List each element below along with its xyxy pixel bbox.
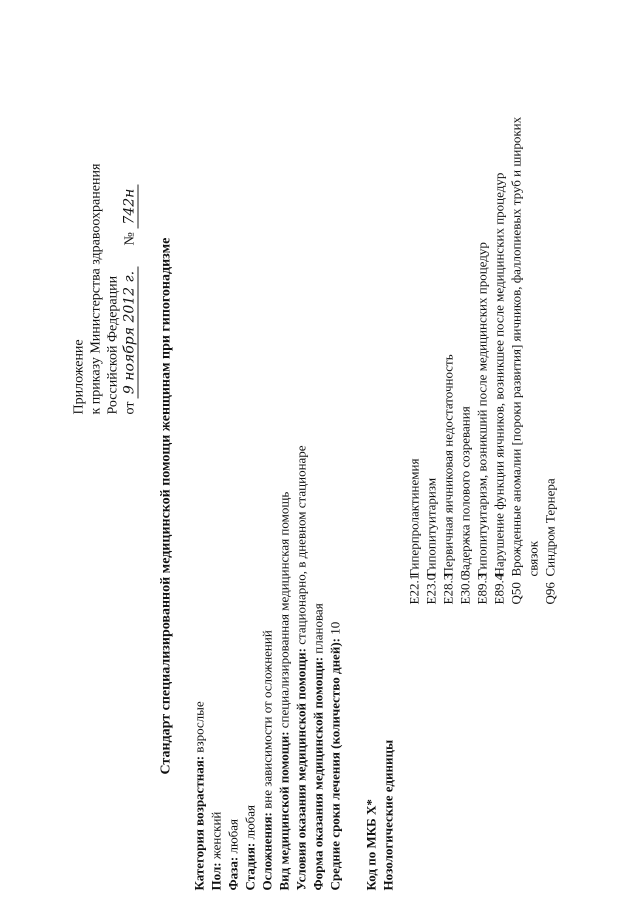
param-label: Условия оказания медицинской помощи: <box>293 648 309 891</box>
param-value: любая <box>242 804 258 843</box>
param-label: Фаза: <box>225 856 241 891</box>
param-row <box>259 445 276 890</box>
icd-code: E89.3 <box>474 573 490 605</box>
param-label: Осложнения: <box>259 812 275 891</box>
icd-code: E30.0 <box>457 573 473 605</box>
code-description: Первичная яичниковая недостаточность <box>440 354 456 577</box>
code-description: Гипопитуитаризм, возникший после медицинских процедур <box>474 242 490 577</box>
appendix-country-line: Российской Федерации <box>105 275 121 415</box>
rotated-content <box>1 0 640 905</box>
code-row <box>474 107 491 605</box>
param-value: взрослые <box>191 701 207 756</box>
handwritten-date: 9 ноября 2012 г. <box>122 267 139 398</box>
param-row <box>276 445 293 890</box>
code-row <box>508 107 542 605</box>
code-description: Гипопитуитаризм <box>423 477 439 577</box>
param-value: стационарно, в дневном стационаре <box>293 445 309 648</box>
param-value: женский <box>208 811 224 863</box>
param-label: Вид медицинской помощи: <box>276 731 292 891</box>
document-title: Стандарт специализированной медицинской помощи женщинам при гипогонадизме <box>158 237 174 775</box>
param-row <box>242 445 259 890</box>
param-row <box>208 445 225 890</box>
appendix-block <box>71 164 139 415</box>
number-prefix: № <box>122 232 138 246</box>
param-row <box>310 445 327 890</box>
param-label: Стадия: <box>242 842 258 891</box>
code-row <box>406 107 423 605</box>
param-row <box>225 445 242 890</box>
param-label: Категория возрастная: <box>191 755 207 891</box>
param-row <box>327 445 344 890</box>
code-description: Синдром Тернера <box>542 478 558 577</box>
appendix-date-line <box>122 164 139 415</box>
appendix-title: Приложение <box>71 339 87 415</box>
code-row <box>423 107 440 605</box>
nosology-label: Нозологические единицы <box>380 739 396 891</box>
icd-code: E23.0 <box>423 573 439 605</box>
icd-code: E22.1 <box>406 573 422 605</box>
param-value: плановая <box>310 603 326 657</box>
param-label: Средние сроки лечения (количество дней): <box>327 638 343 891</box>
param-value: специализированная медицинская помощь <box>276 491 292 732</box>
param-label: Пол: <box>208 862 224 891</box>
code-row <box>542 107 559 605</box>
param-row <box>191 445 208 890</box>
diagnosis-code-list <box>406 107 559 605</box>
icd-code: E28.3 <box>440 573 456 605</box>
appendix-order-line: к приказу Министерства здравоохранения <box>88 163 104 415</box>
param-value: 10 <box>327 621 343 639</box>
code-description: Врожденные аномалии [пороки развития] яичников, фаллопиевых труб и широких связок <box>508 116 541 577</box>
code-row <box>440 107 457 605</box>
param-value: вне зависимости от осложнений <box>259 630 275 813</box>
handwritten-number: 742н <box>122 185 139 229</box>
code-description: Нарушение функции яичников, возникшее после медицинских процедур <box>491 172 507 577</box>
icd-code: Q50 <box>508 582 524 605</box>
param-value: любая <box>225 818 241 857</box>
icd-code: Q96 <box>542 582 558 605</box>
code-row <box>491 107 508 605</box>
param-label: Форма оказания медицинской помощи: <box>310 656 326 891</box>
mkb-heading <box>363 740 397 891</box>
code-description: Гиперпролактинемия <box>406 458 422 577</box>
param-row <box>293 445 310 890</box>
date-prefix: от <box>122 401 138 415</box>
code-description: Задержка полового созревания <box>457 406 473 577</box>
code-row <box>457 107 474 605</box>
mkb-code-label: Код по МКБ Х* <box>363 799 379 891</box>
standard-parameters <box>191 445 344 890</box>
icd-code: E89.4 <box>491 573 507 605</box>
